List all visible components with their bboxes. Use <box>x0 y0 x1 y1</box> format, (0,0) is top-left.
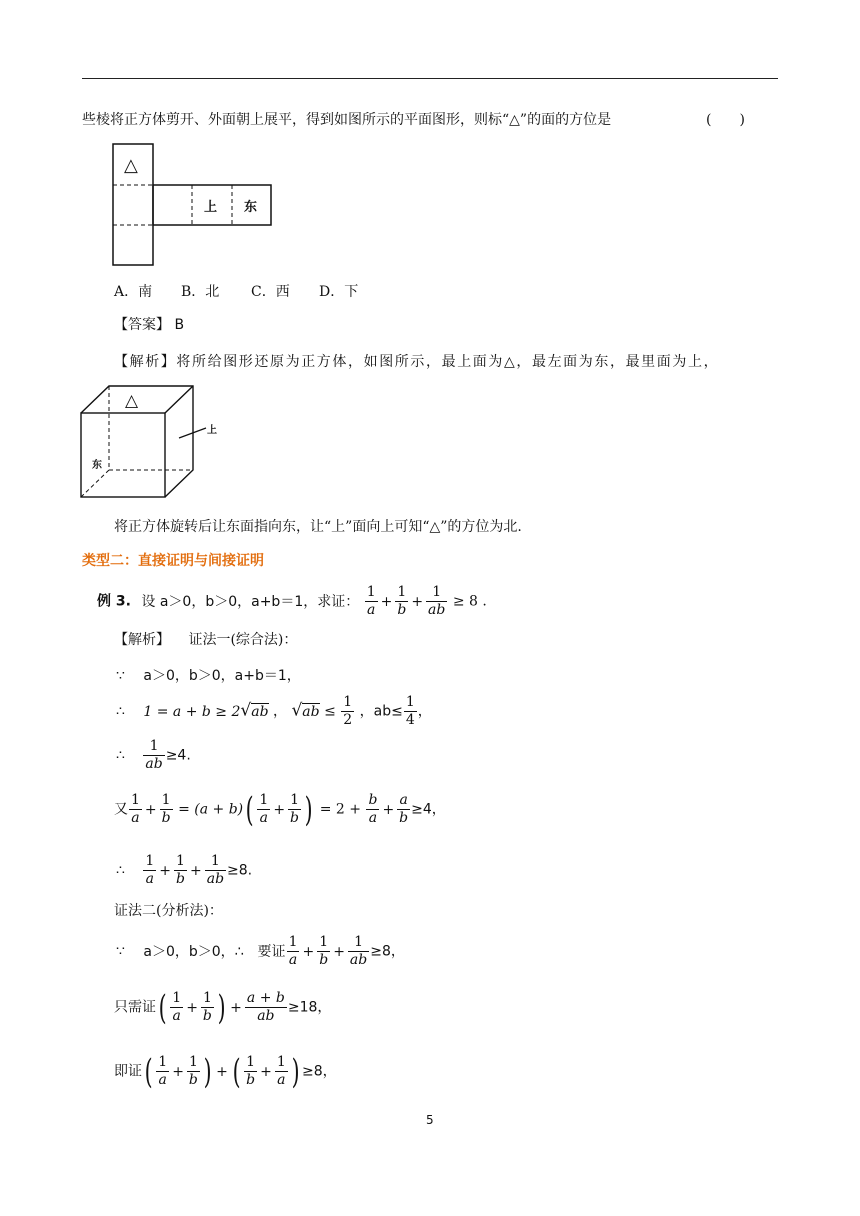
cube-triangle-label: △ <box>125 391 139 411</box>
option-d: D．下 <box>319 284 359 300</box>
cube-figure <box>80 385 220 500</box>
question-stem <box>82 110 611 130</box>
frac-1-over-a: $\frac{1}{a}$ <box>366 584 376 618</box>
question-stem-text: 些棱将正方体剪开、外面朝上展平，得到如图所示的平面图形，则标“△”的面的方位是 <box>82 112 612 128</box>
proof-line-7: 只需证( $\frac{1}{a}$ + $\frac{1}{b}$ ) + $\frac{a + b}{ab}$ ≥18， <box>114 987 332 1028</box>
option-c: C．西 <box>251 284 290 300</box>
answer-bracket: ( ) <box>706 112 745 128</box>
proof-line-5: ∴ $\frac{1}{a}$ + $\frac{1}{b}$ + $\frac{1}{ab}$ ≥8. <box>116 853 253 887</box>
proof-method2: 证法二(分析法)： <box>114 903 223 919</box>
proof-line-8: 即证( $\frac{1}{a}$ + $\frac{1}{b}$ ) + ( $\frac{1}{b}$ + $\frac{1}{a}$ ) ≥8， <box>114 1051 337 1092</box>
proof-method1: 证法一(综合法)： <box>188 632 298 648</box>
proof-line-1: ∵ a＞0，b＞0，a+b＝1， <box>116 668 301 684</box>
frac-1-over-ab: $\frac{1}{ab}$ <box>428 584 446 618</box>
analysis-text: 将所给图形还原为正方体，如图所示，最上面为△，最左面为东，最里面为上， <box>176 354 720 370</box>
proof-line-3: ∴ $\frac{1}{ab}$ ≥4. <box>116 738 191 772</box>
proof-header <box>114 630 297 650</box>
cube-net-figure <box>113 144 273 268</box>
example-label: 例 3. <box>97 593 131 610</box>
answer-line <box>114 315 184 335</box>
example-3: 例 3. 设 a＞0，b＞0，a+b＝1，求证： $\frac{1}{a}$ + $\frac{1}{b}$ + $\frac{1}{ab}$ ≥ 8 . <box>97 584 487 618</box>
section-title: 类型二：直接证明与间接证明 <box>82 553 264 569</box>
analysis-line <box>114 352 719 372</box>
analysis-conclusion: 将正方体旋转后让东面指向东，让“上”面向上可知“△”的方位为北. <box>114 519 522 535</box>
net-east-label: 东 <box>244 200 258 215</box>
proof-label: 【解析】 <box>114 632 170 648</box>
proof-line-6: ∵ a＞0，b＞0，∴ 要证 $\frac{1}{a}$ + $\frac{1}{b}$ + $\frac{1}{ab}$ ≥8， <box>116 934 405 968</box>
cube-east-label: 东 <box>92 460 102 471</box>
net-top-label: 上 <box>204 200 218 215</box>
example-condition: 设 a＞0，b＞0，a+b＝1，求证： <box>141 593 360 610</box>
net-triangle-label: △ <box>124 155 138 176</box>
analysis-label: 【解析】 <box>114 354 177 370</box>
example-claim-tail: ≥ 8 . <box>452 593 487 610</box>
answer-value: B <box>174 317 185 333</box>
cube-top-label: 上 <box>207 425 217 436</box>
proof-line-4: 又 $\frac{1}{a}$ + $\frac{1}{b}$ = (a + b)( $\frac{1}{a}$ + $\frac{1}{b}$ ) = 2 + $\frac{b}{a}$ + $\frac{a}{b}$ ≥4， <box>114 789 446 830</box>
answer-label: 【答案】 <box>114 317 170 333</box>
option-a: A．南 <box>114 284 153 300</box>
option-b: B．北 <box>181 284 220 300</box>
header-rule <box>82 78 778 79</box>
frac-1-over-b: $\frac{1}{b}$ <box>397 584 407 618</box>
proof-line-2: ∴ 1 = a + b ≥ 2√ab ， √ab ≤ $\frac{1}{2}$ ，ab≤ $\frac{1}{4}$ ， <box>116 694 432 728</box>
page-number: 5 <box>426 1113 434 1127</box>
